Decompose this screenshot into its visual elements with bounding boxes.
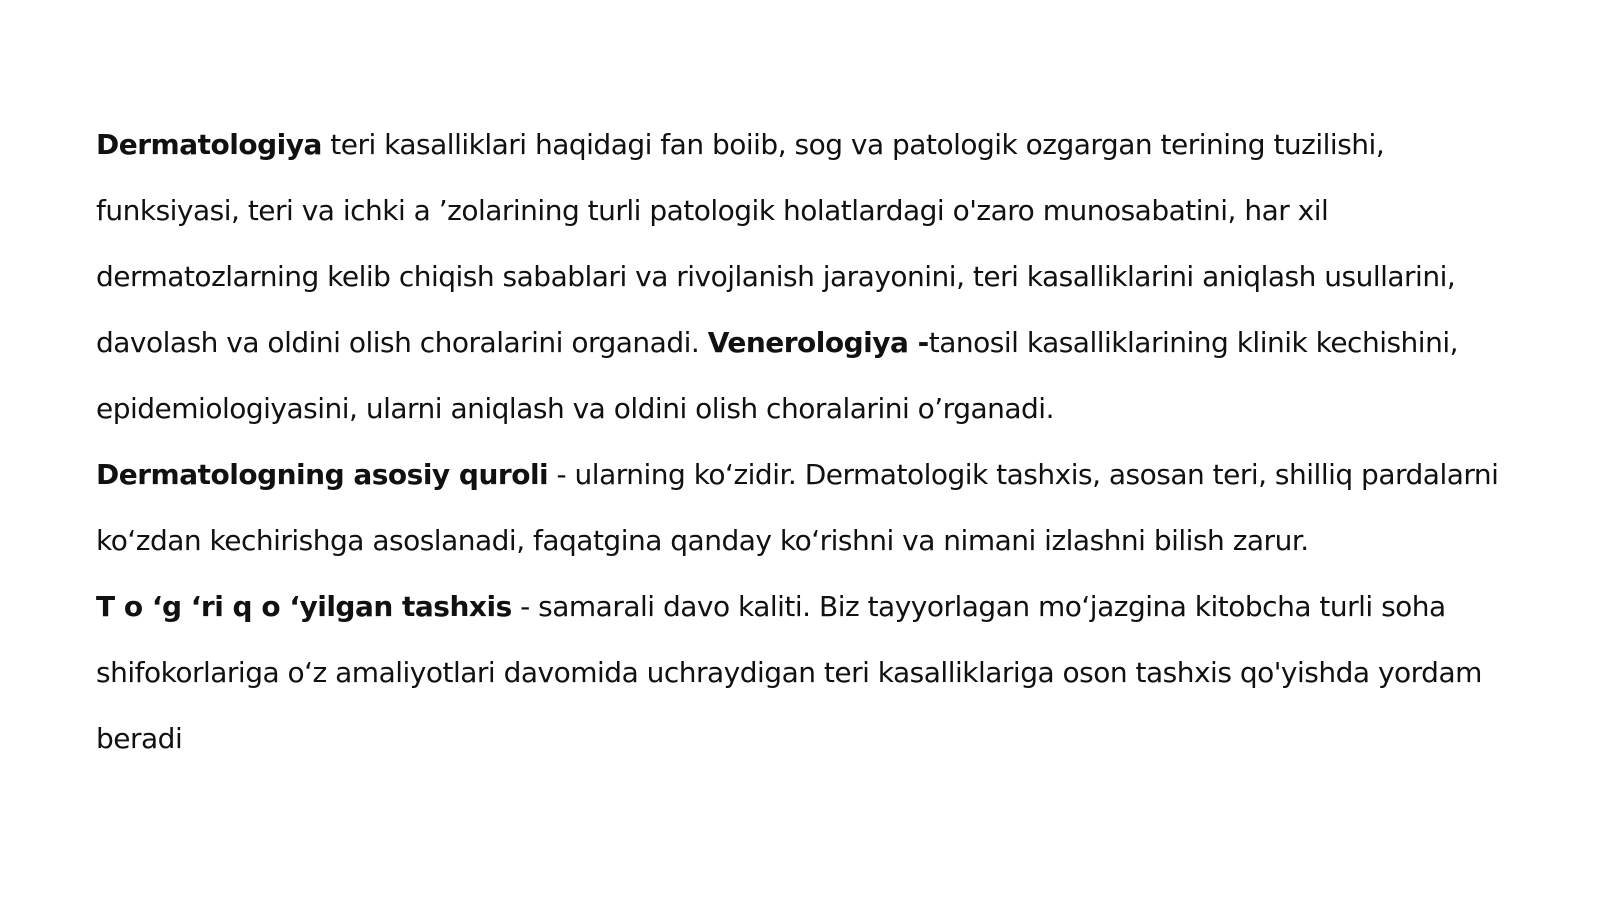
term-togri-tashxis: T o ‘g ‘ri q o ‘yilgan tashxis xyxy=(96,590,512,623)
definition-venerologiya: tanosil kasalliklarining klinik kechishini, epidemiologiyasini, ularni aniqlash va oldini olish choralarini o’rganadi. xyxy=(96,326,1459,425)
definition-togri-tashxis: - samarali davo kaliti. Biz tayyorlagan mo‘jazgina kitobcha turli soha shifokorlariga o‘z amaliyotlari davomida uchraydigan teri kasalliklariga oson tashxis qo'yishda yordam beradi xyxy=(96,590,1482,755)
definition-dermatologiya: teri kasalliklari haqidagi fan boiib, sog va patologik ozgargan terining tuzilishi, funksiyasi, teri va ichki a ’zolarining turli patologik holatlardagi o'zaro munosabatini, har xil dermatozlarning kelib chiqish sabablari va rivojlanish jarayonini, teri kasalliklarini aniqlash usullarini, davolash va oldini olish choralarini organadi. xyxy=(96,128,1456,359)
body-text xyxy=(96,112,1536,772)
term-dermatologiya: Dermatologiya xyxy=(96,128,322,161)
term-venerologiya: Venerologiya - xyxy=(707,326,929,359)
definition-asosiy-quroli: - ularning ko‘zidir. Dermatologik tashxis, asosan teri, shilliq pardalarni ko‘zdan kechirishga asoslanadi, faqatgina qanday ko‘rishni va nimani izlashni bilish zarur. xyxy=(96,458,1499,557)
term-asosiy-quroli: Dermatologning asosiy quroli xyxy=(96,458,549,491)
